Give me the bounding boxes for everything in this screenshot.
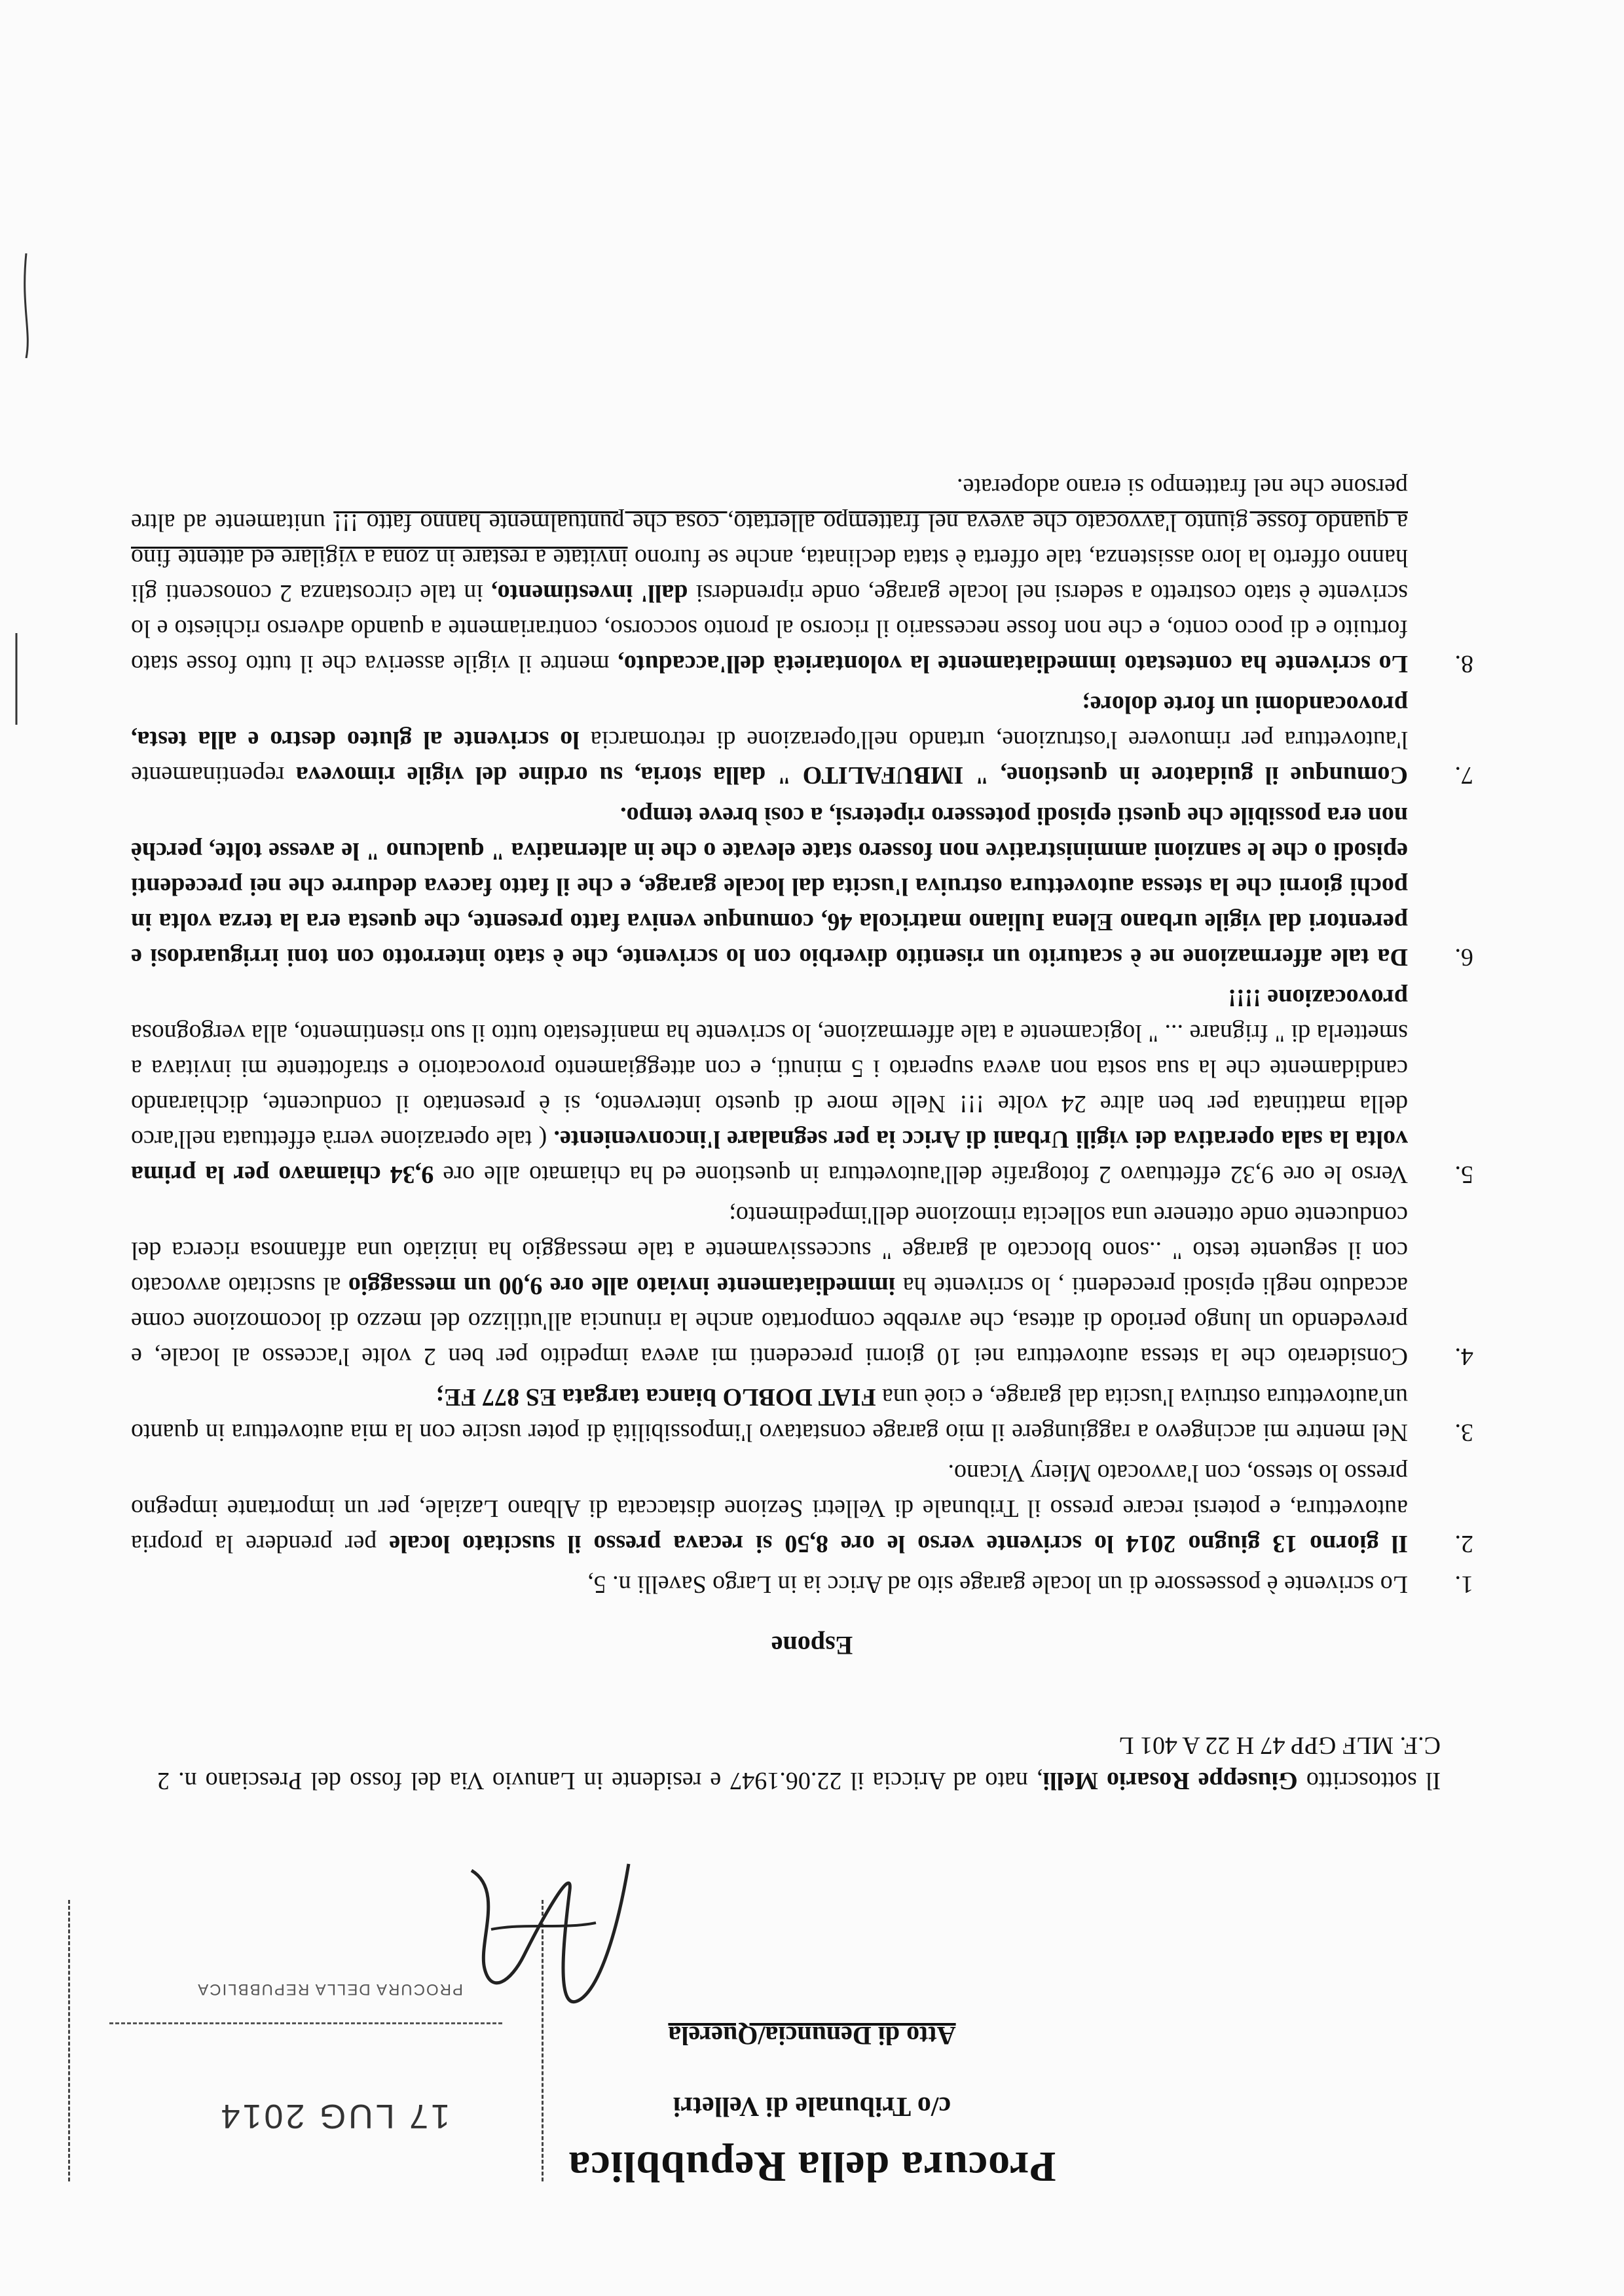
item-text: [131, 798, 1408, 975]
item-text-segment: mentre il vigile asseriva che il tutto fosse stato fortuito e di poco conto, e che non fosse necessario il ricorso al pronto soccorso, contrariamente a quando adverso richiesto e lo scrivente è stato costretto a sedersi nel locale garage, onde riprendersi: [130, 579, 1408, 678]
item-text-segment: ( tale operazione verrà effettuata nell'arco della mattinata per ben altre 24 volte !!! Nelle more di questo intervento, si è presentato il conducente, dichiarando candidamente che la sua sosta non aveva superato i 5 minuti, e con atteggiamento provocatorio e strafottente mi invitava a smetterla di " frignare ... " logicamente a tale affermazione, lo scrivente ha manifestato tutto il suo risentimento, alla vergognosa: [131, 1019, 1408, 1153]
act-heading: Atto di Denuncia/Querela: [668, 2021, 956, 2050]
item-text: [131, 1197, 1408, 1374]
item-text: [131, 687, 1408, 793]
item-text-segment: FIAT DOBLO bianca targata ES 877 FE;: [435, 1383, 876, 1411]
list-item: [131, 1455, 1493, 1561]
list-item: [131, 469, 1493, 682]
item-text-segment: in tale circostanza 2 conoscenti gli hanno offerto la loro assistenza, tale offerta è stata declinata, anche se furono: [131, 544, 1408, 607]
item-text-segment: per prendere la propria autovettura, e potersi recare presso il Tribunale di Velletri Sezione distaccata di Albano Laziale, per un importante impegno presso lo stesso, con l'avvocato Miery Vicano.: [131, 1459, 1408, 1558]
item-text-segment: Verso le ore 9,32 effettuavo 2 fotografie dell'autovettura in questione ed ha chiamato alle ore: [434, 1161, 1408, 1188]
item-number: 3.: [1454, 1419, 1473, 1446]
list-item: [131, 1567, 1493, 1602]
margin-mark-icon: [20, 253, 33, 358]
item-text: [131, 1379, 1408, 1450]
item-text-segment: al suscitato avvocato con il seguente testo " ..sono bloccato al garage " successivamente a tale messaggio ha iniziato una affannosa ricerca del conducente onde ottenere una sollecita rimozione dell'impedimento;: [130, 1201, 1408, 1300]
item-text: [131, 469, 1408, 682]
page-title: Procura della Repubblica: [568, 2143, 1056, 2191]
item-number: 5.: [1454, 1161, 1473, 1188]
item-number: 6.: [1454, 943, 1473, 971]
list-item: [131, 687, 1493, 793]
list-item: [131, 1197, 1493, 1374]
item-number: 2.: [1454, 1530, 1473, 1558]
item-number: 8.: [1454, 650, 1473, 678]
item-text: [131, 1567, 1408, 1602]
list-item: [131, 798, 1493, 975]
complainant-name: Giuseppe Rosario Melli: [1043, 1767, 1298, 1795]
margin-tick-icon: [13, 633, 20, 725]
item-number: 7.: [1454, 761, 1473, 789]
item-number: 4.: [1454, 1343, 1473, 1370]
section-heading: Espone: [771, 1631, 853, 1660]
stamp-text: PROCURA DELLA REPUBBLICA: [196, 1980, 463, 1998]
item-text-segment: Comunque il guidatore in questione, " IMBUFALITO " dalla storia, su ordine del vigile rimoveva: [295, 761, 1408, 789]
item-number: 1.: [1454, 1571, 1473, 1598]
item-text-segment: Considerato che la stessa autovettura nei 10 giorni precedenti mi aveva impedito per ben 2 volte l'accesso al locale, e prevedendo un lungo periodo di attesa, che avrebbe comportato anche la rinuncia all'utilizzo del mezzo di locomozione come accaduto negli episodi precedenti , lo scrivente ha: [131, 1272, 1408, 1370]
item-text-segment: Lo scrivente ha contestato immediatamente la volontarietà dell'accaduto,: [618, 650, 1408, 678]
intro-paragraph: [157, 1728, 1441, 1798]
item-text: [131, 980, 1408, 1192]
numbered-list: [131, 464, 1493, 1602]
item-text-segment: unitamente ad altre persone che nel frattempo si erano adoperate.: [131, 473, 1408, 536]
item-text-segment: provocazione !!!!: [1228, 984, 1408, 1011]
stamp-divider: [109, 2022, 502, 2024]
signature-icon: [445, 1851, 655, 2021]
page-subtitle: c/o Tribunale di Velletri: [673, 2091, 951, 2121]
item-text: [131, 1455, 1408, 1561]
item-text-segment: Il giorno 13 giugno 2014 lo scrivente verso le ore 8,50 si recava presso il suscitato locale: [389, 1530, 1408, 1558]
item-text-segment: Nel mentre mi accingevo a raggiungere il mio garage constatavo l'impossibilità di poter uscire con la mia autovettura in quanto un'autovettura ostruiva l'uscita dal garage, e cioè una: [131, 1383, 1408, 1446]
intro-text-cont: , nato ad Ariccia il 22.06.1947 e residente in Lanuvio Via del fosso del Presciano n. 2 C.F. MLF GPP 47 H 22 A 401 L: [157, 1732, 1441, 1795]
stamp-date: 17 LUG 2014: [218, 2097, 450, 2135]
item-text-segment: lo scrivente al gluteo destro e alla testa, provocandomi un forte dolore;: [131, 691, 1408, 754]
list-item: [131, 980, 1493, 1192]
item-text-segment: immediatamente inviato alle ore 9,00 un messaggio: [348, 1272, 896, 1300]
item-text-segment: invitate a restare in zona a vigilare ed attente fino a quando fosse giunto l'avvocato che aveva nel frattempo allertato, cosa che puntualmente hanno fatto !!!: [131, 509, 1408, 572]
item-text-segment: dall' investimento,: [491, 579, 688, 607]
list-item: [131, 1379, 1493, 1450]
item-text-segment: repentinamente l'autovettura per rimuovere l'ostruzione, urtando nell'operazione di retromarcia: [130, 726, 1408, 789]
intro-text: Il sottoscritto: [1297, 1767, 1441, 1795]
item-text-segment: Lo scrivente è possessore di un locale garage sito ad Aricc ia in Largo Savelli n. 5,: [587, 1571, 1408, 1598]
item-text-segment: 9,34 chiamavo per la prima volta la sala operativa dei vigili Urbani di Aricc ia per segnalare l'inconveniente.: [131, 1125, 1408, 1188]
item-text-segment: Da tale affermazione ne è scaturito un risentito diverbio con lo scrivente, che è stato interrotto con toni irriguardosi e perentori dal vigile urbano Elena Iuliano matricola 46, comunque veniva fatto presente, che questa era la terza volta in pochi giorni che la stessa autovettura ostruiva l'uscita dal locale garage, e che il fatto faceva dedurre che nei precedenti episodi o che le sanzioni amministrative non fossero state elevate o che in alternativa " qualcuno " le avesse tolte, perchè non era possibile che questi episodi potessero ripetersi, a così breve tempo.: [131, 802, 1408, 971]
